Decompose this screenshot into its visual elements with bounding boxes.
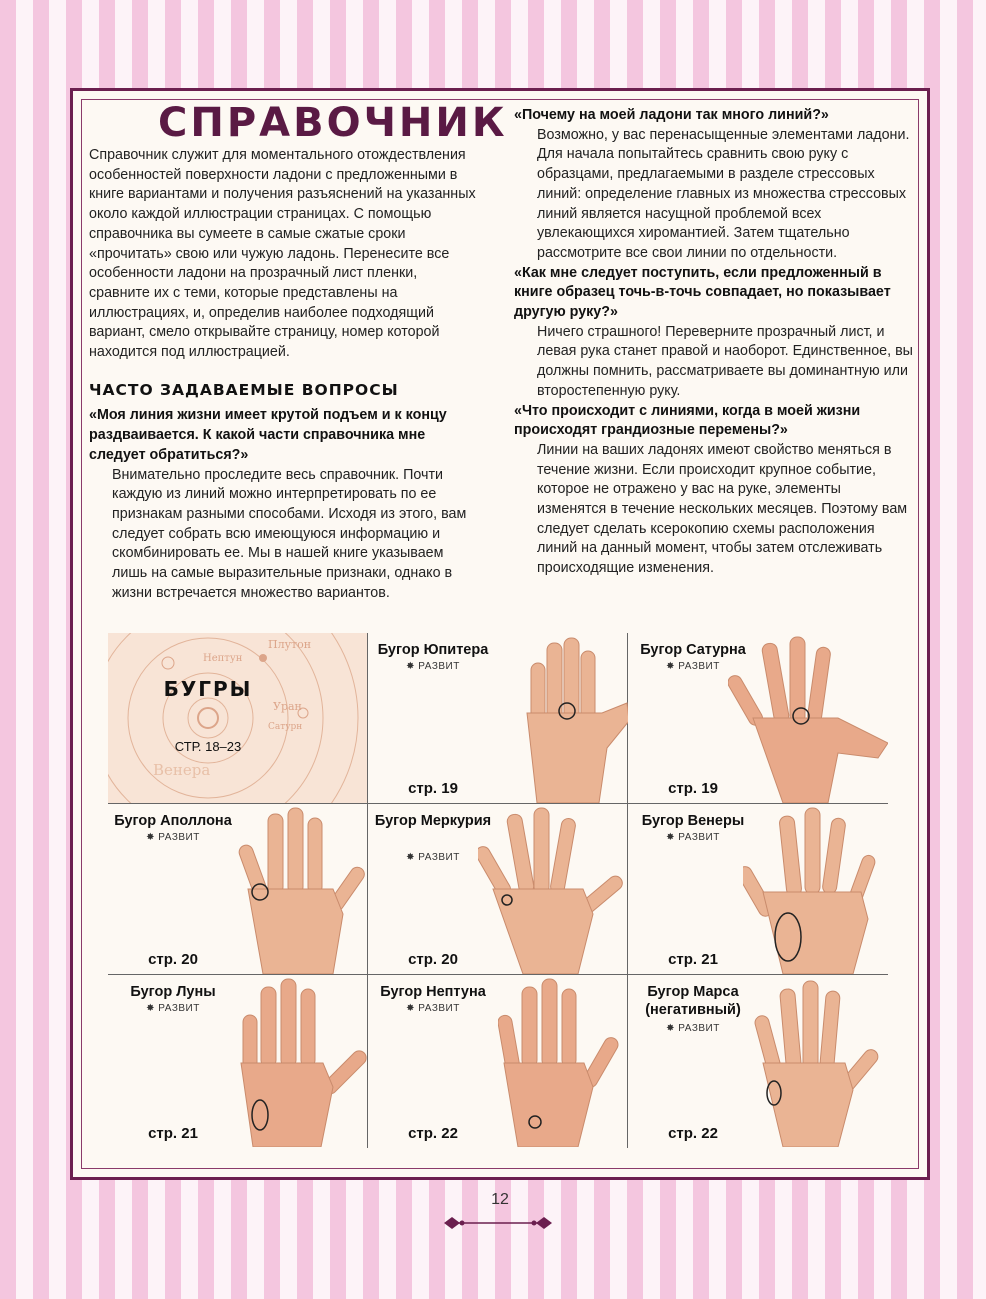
page-title: СПРАВОЧНИК (158, 100, 508, 146)
mount-page: стр. 19 (408, 780, 458, 797)
mount-cell-saturn (628, 633, 888, 804)
mount-status: ✸ РАЗВИТ (666, 661, 720, 672)
mount-cell-jupiter (368, 633, 628, 804)
mounts-title: БУГРЫ (163, 677, 253, 701)
right-column (514, 106, 914, 579)
mount-name: Бугор Нептуна (380, 984, 486, 1000)
mount-name: Бугор Луны (130, 984, 216, 1000)
hand-illustration (233, 975, 368, 1147)
mount-cell-apollo (108, 804, 368, 975)
mount-name: Бугор Юпитера (377, 642, 489, 658)
hand-illustration (743, 804, 888, 974)
mount-name: Бугор Сатурна (640, 642, 746, 658)
faq-question: «Что происходит с линиями, когда в моей жизни происходят грандиозные перемены?» (514, 402, 861, 439)
faq-answer: Внимательно проследите весь справочник. Почти каждую из линий можно интерпретировать по ее признакам разными способами. Исходя из этого, вам следует собрать всю имеющуюся информацию и скомбинировать ее. Мы в нашей книге указываем лишь на самые выразительные признаки, однако в жизни встречается множество вариантов. (112, 466, 467, 601)
mount-cell-venus (628, 804, 888, 975)
page-number: 12 (491, 1191, 509, 1208)
mount-status: ✸ РАЗВИТ (406, 661, 460, 672)
map-label-venus: Венера (153, 761, 211, 779)
map-label-uranus: Уран (273, 700, 302, 713)
map-label-saturn: Сатурн (268, 722, 303, 732)
intro-text: Справочник служит для моментального отождествления особенностей поверхности ладони с предложенными в книге вариантами и получения разъяснений на указанных около каждой иллюстрации страницах. С помощью справочника вы сумеете в самые сжатые сроки «прочитать» свою или чужую ладонь. Перенесите все особенности ладони на прозрачный лист пленки, сравните их с теми, которые представлены на иллюстрациях, и, определив наиболее подходящий вариант, смело открывайте страницу, номер которой находится под иллюстрацией. (89, 147, 476, 361)
hand-illustration (753, 975, 888, 1147)
planet-map-illustration (108, 633, 367, 803)
map-label-pluto: Плутон (268, 638, 312, 651)
mount-page: стр. 20 (408, 951, 458, 968)
faq-question: «Моя линия жизни имеет крутой подъем и к концу раздваивается. К какой части справочника мне следует обратиться?» (89, 407, 447, 463)
mount-cell-neptune (368, 975, 628, 1148)
hand-illustration (728, 633, 888, 803)
mount-status: ✸ РАЗВИТ (666, 1023, 720, 1034)
mount-status: ✸ РАЗВИТ (146, 832, 200, 843)
hand-illustration (498, 975, 628, 1147)
faq-answer: Ничего страшного! Переверните прозрачный лист, и левая рука станет правой и наоборот. Единственное, вы должны помнить, рассматриваете вы доминантную или второстепенную руку. (537, 323, 913, 399)
map-label-neptune: Нептун (203, 653, 243, 664)
mount-page: стр. 20 (148, 951, 198, 968)
left-column (89, 146, 481, 603)
mount-cell-mercury (368, 804, 628, 975)
faq-answer: Возможно, у вас перенасыщенные элементами ладони. Для начала попытайтесь сравнить свою руку с образцами, предлагаемыми в разделе стрессовых линий: определение главных из множества стрессовых линий является насущной проблемой всех увлекающихся хиромантией. Затем тщательно рассмотрите все свои линии по отдельности. (537, 126, 910, 261)
hand-illustration (506, 633, 628, 803)
mount-page: стр. 22 (408, 1125, 458, 1142)
mount-status: ✸ РАЗВИТ (666, 832, 720, 843)
mount-page: стр. 19 (668, 780, 718, 797)
hand-illustration (478, 804, 628, 974)
mount-name: Бугор Аполлона (114, 813, 232, 829)
mounts-pages: СТР. 18–23 (174, 739, 242, 754)
ornament-divider-icon (440, 1213, 556, 1233)
faq-heading: ЧАСТО ЗАДАВАЕМЫЕ ВОПРОСЫ (89, 380, 399, 399)
mount-name: Бугор Меркурия (374, 813, 492, 829)
mount-page: стр. 22 (668, 1125, 718, 1142)
hand-illustration (238, 804, 368, 974)
mount-cell-moon (108, 975, 368, 1148)
mount-page: стр. 21 (148, 1125, 198, 1142)
mount-name: Бугор Марса (негативный) (645, 984, 741, 1018)
faq-question: «Как мне следует поступить, если предложенный в книге образец точь-в-точь совпадает, но показывает другую руку?» (514, 264, 891, 321)
mount-cell-mars (628, 975, 888, 1148)
faq-answer: Линии на ваших ладонях имеют свойство меняться в течение жизни. Если происходит крупное событие, которое не отражено у вас на руке, элементы изменятся в течение нескольких месяцев. Поэтому вам следует сделать ксерокопию схемы расположения линий на данный момент, чтобы затем отслеживать происходящие изменения. (537, 441, 908, 577)
mount-status: ✸ РАЗВИТ (146, 1003, 200, 1014)
mount-status: ✸ РАЗВИТ (406, 1003, 460, 1014)
mount-status: ✸ РАЗВИТ (406, 852, 460, 863)
mount-name: Бугор Венеры (641, 813, 745, 829)
mount-page: стр. 21 (668, 951, 718, 968)
mounts-map-cell (108, 633, 368, 804)
mounts-grid (108, 633, 889, 1148)
faq-question: «Почему на моей ладони так много линий?» (514, 107, 829, 123)
